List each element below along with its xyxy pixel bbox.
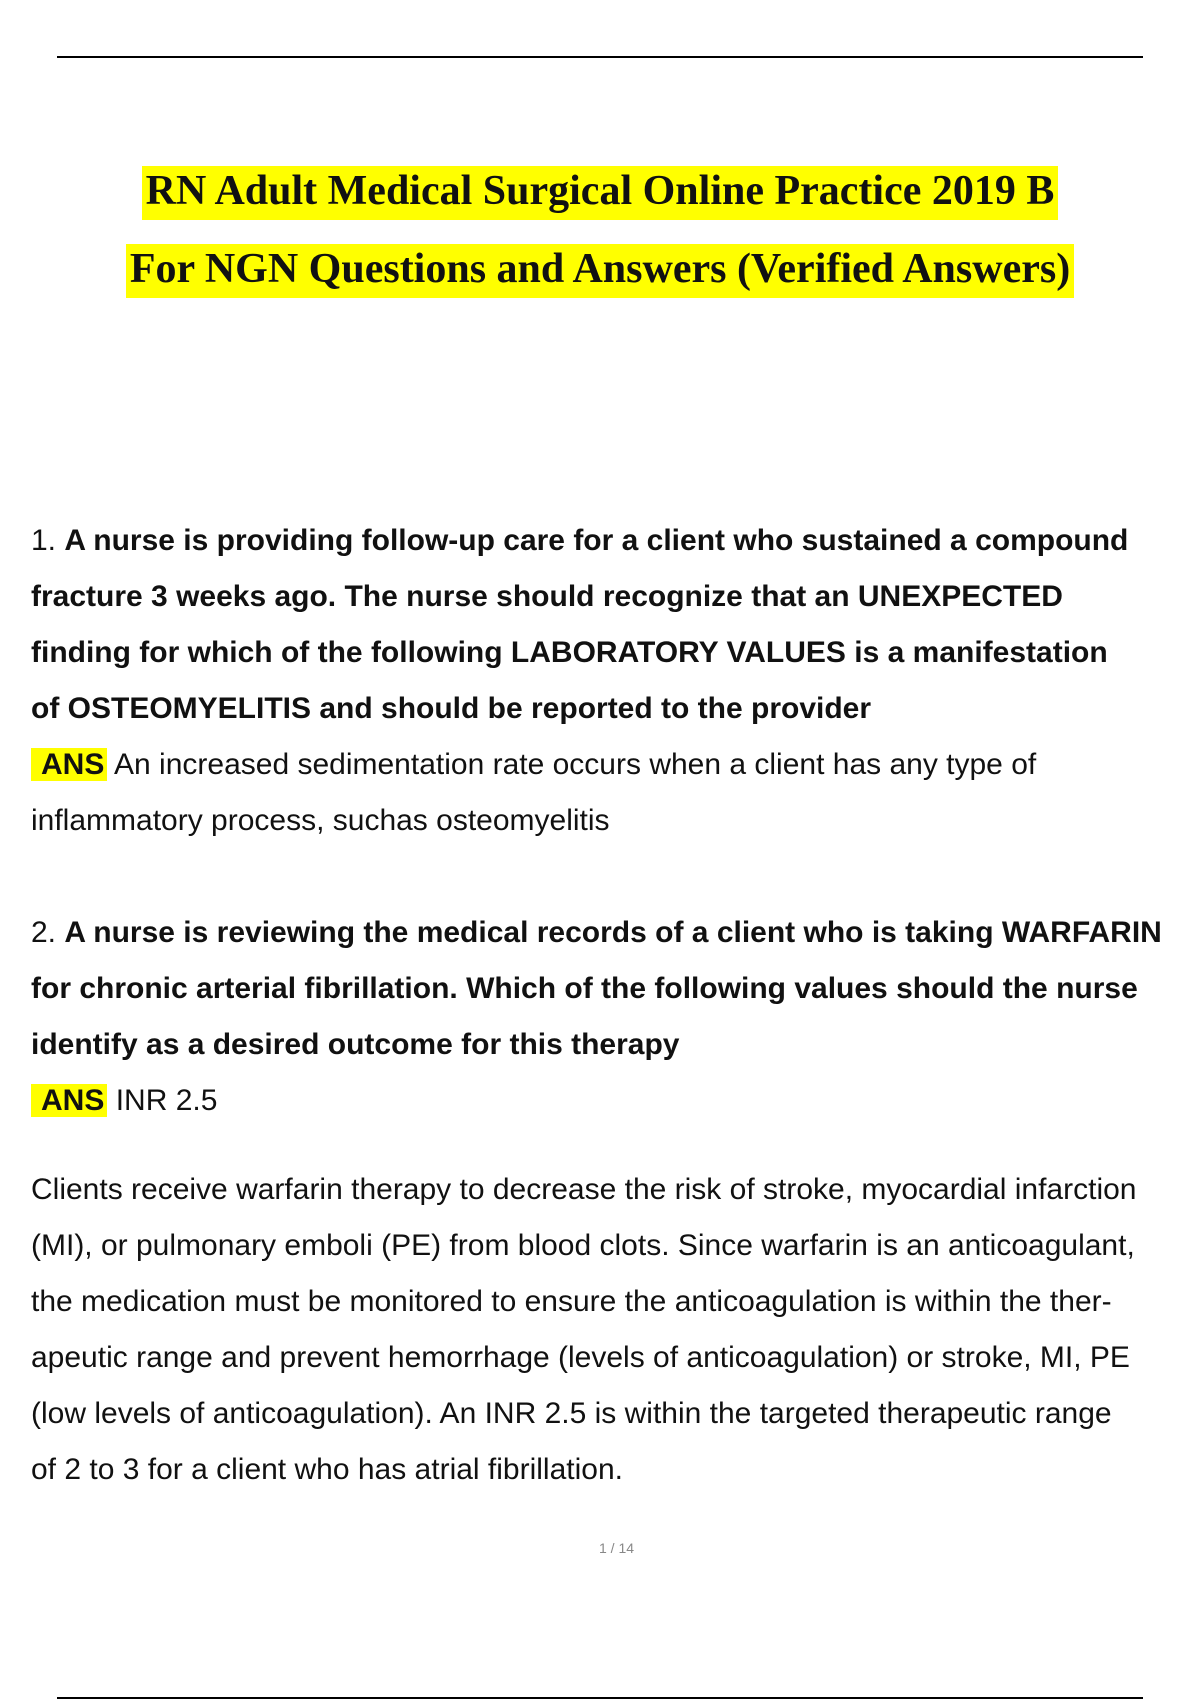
title-line-1: RN Adult Medical Surgical Online Practice 2019 B [0,152,1200,230]
question-1-line-3: finding for which of the following LABORATORY VALUES is a manifestation [31,636,1108,669]
title-line-2: For NGN Questions and Answers (Verified Answers) [0,230,1200,308]
explanation-2-line-5: (low levels of anticoagulation). An INR 2.5 is within the targeted therapeutic range [31,1397,1112,1430]
document-title [0,152,1200,308]
question-2 [31,905,1200,1129]
ans-label-1: ANS [31,748,107,781]
page-number: 1 / 14 [598,1540,635,1556]
explanation-2-line-1: Clients receive warfarin therapy to decrease the risk of stroke, myocardial infarction [31,1173,1137,1206]
question-2-line-2: for chronic arterial fibrillation. Which of the following values should the nurse [31,972,1138,1005]
question-1-line-4: of OSTEOMYELITIS and should be reported to the provider [31,692,872,725]
explanation-2-line-6: of 2 to 3 for a client who has atrial fibrillation. [31,1453,623,1486]
answer-2-line-1: ANS INR 2.5 [31,1073,1200,1129]
explanation-2 [31,1162,1200,1498]
questions-section [31,513,1200,1498]
explanation-2-line-2: (MI), or pulmonary emboli (PE) from blood clots. Since warfarin is an anticoagulant, [31,1229,1135,1262]
answer-1-line-2: inflammatory process, suchas osteomyelitis [31,804,610,837]
answer-1-line-1: ANS An increased sedimentation rate occurs when a client has any type of [31,737,1200,793]
top-rule [57,56,1143,58]
question-1-number: 1. [31,524,57,557]
question-1-line-1: 1. A nurse is providing follow-up care for a client who sustained a compound [31,524,1129,557]
ans-label-2: ANS [31,1084,107,1117]
question-1 [31,513,1200,849]
question-2-line-3: identify as a desired outcome for this therapy [31,1028,680,1061]
question-2-number: 2. [31,916,57,949]
explanation-2-line-3: the medication must be monitored to ensure the anticoagulation is within the ther- [31,1285,1112,1318]
bottom-rule [57,1697,1143,1699]
question-1-line-2: fracture 3 weeks ago. The nurse should recognize that an UNEXPECTED [31,580,1063,613]
explanation-2-line-4: apeutic range and prevent hemorrhage (levels of anticoagulation) or stroke, MI, PE [31,1341,1130,1374]
question-2-line-1: 2. A nurse is reviewing the medical records of a client who is taking WARFARIN [31,916,1162,949]
